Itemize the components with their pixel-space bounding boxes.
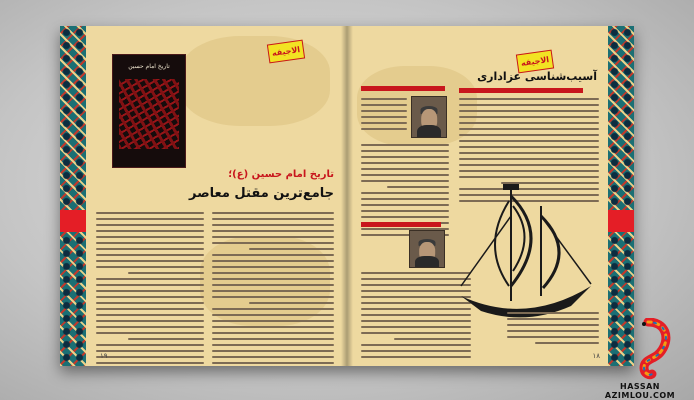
grunge-texture — [180, 36, 330, 126]
article-intro-heading — [459, 88, 583, 93]
left-badge: الاجیقه — [267, 40, 305, 64]
left-tile-border — [60, 26, 86, 366]
magazine-spread — [60, 26, 634, 366]
right-tile-border — [608, 26, 634, 366]
right-text-column-4 — [507, 312, 599, 348]
article-headline: جامع‌ترین مقتل معاصر — [188, 186, 334, 201]
watermark-text: HASSAN AZIMLOU.COM — [604, 382, 676, 400]
book-cover — [112, 54, 186, 168]
author-photo-1 — [411, 96, 447, 138]
right-headline: آسیب‌شناسی عزاداری — [477, 70, 597, 83]
sidebar-heading-2 — [361, 222, 441, 227]
sidebar-heading-1 — [361, 86, 445, 91]
article-subtitle: تاریخ امام حسین (ع)؛ — [228, 169, 334, 180]
left-page-number: ۱۹ — [100, 352, 108, 360]
sidebar-text-1 — [361, 98, 407, 134]
spine-shadow — [341, 26, 353, 366]
book-cover-art — [119, 79, 179, 149]
left-text-column-1 — [96, 212, 204, 366]
left-text-column-2 — [212, 212, 334, 366]
book-cover-title: تاریخ امام حسین — [128, 63, 170, 70]
site-logo-icon — [622, 318, 674, 380]
right-page — [347, 26, 634, 366]
left-red-band — [60, 210, 86, 232]
author-photo-2 — [409, 230, 445, 268]
right-red-band — [608, 210, 634, 232]
right-page-number: ۱۸ — [592, 352, 600, 360]
left-page — [60, 26, 347, 366]
right-badge: الاجیقه — [516, 50, 554, 74]
